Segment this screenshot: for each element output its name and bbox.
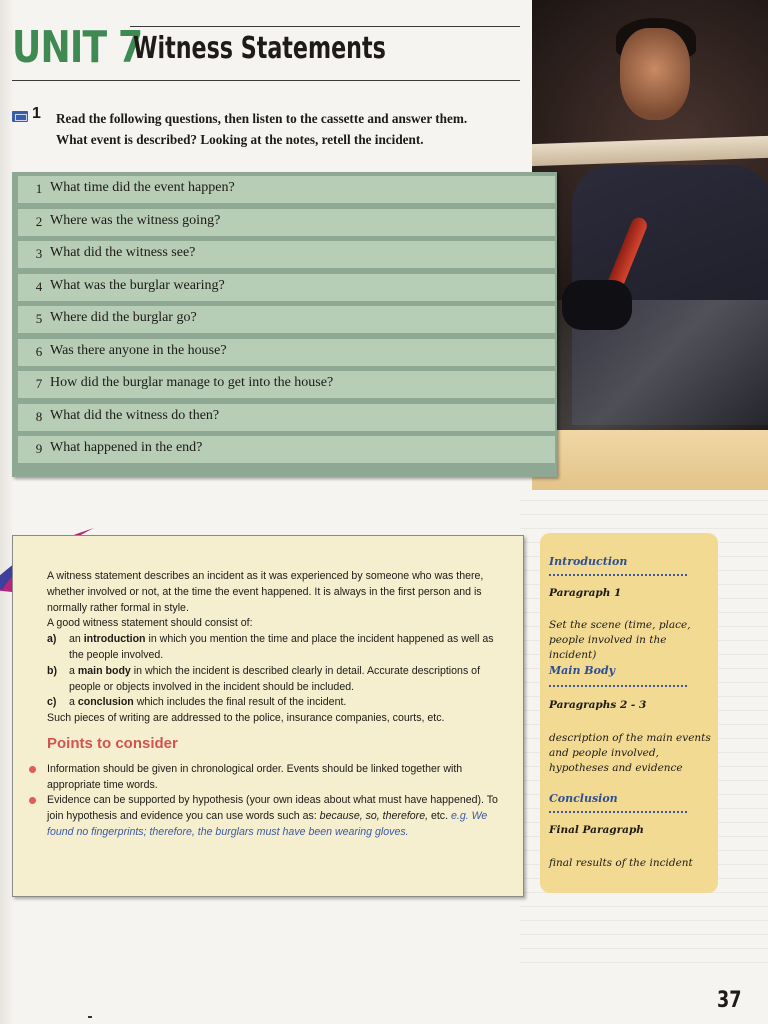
question-text: What happened in the end? (50, 440, 203, 455)
plan-divider (549, 574, 687, 576)
bullet-icon (29, 797, 36, 804)
plan-body-paragraph: Paragraphs 2 - 3 (549, 699, 647, 711)
question-row (18, 371, 555, 398)
question-row (18, 176, 555, 203)
list-item (47, 695, 507, 711)
point-text: Evidence can be supported by hypothesis (your own ideas about what must have happened). To join hypothesis and evidence you can use words such as: (47, 794, 498, 823)
linking-words: because, so, therefore, (319, 810, 429, 823)
page-title: Witness Statements (133, 31, 386, 66)
exercise-number: 1 (32, 105, 41, 122)
unit-label: UNIT 7 (12, 22, 143, 73)
list-pre: a (69, 664, 78, 677)
list-key: a) (47, 633, 57, 646)
question-number: 8 (35, 408, 43, 424)
theory-box (12, 535, 524, 897)
question-text: Where did the burglar go? (50, 310, 197, 325)
window-sill (532, 430, 768, 490)
list-post: in which the incident is described clearly in detail. Accurate descriptions of people or objects involved in the incident should be included. (69, 664, 481, 693)
question-row (18, 274, 555, 301)
question-text: What did the witness do then? (50, 407, 220, 423)
burglar-photo (532, 0, 768, 490)
question-text: Was there anyone in the house? (50, 342, 227, 358)
theory-intro: A witness statement describes an incident as it was experienced by someone who was there, whether involved or not, at the time the event happened. It is always in the first person and is normally rather formal in style. (47, 570, 484, 614)
question-row (18, 339, 555, 366)
list-text (69, 632, 507, 664)
cassette-icon (12, 111, 28, 122)
exercise-line-1: Read the following questions, then listen to the cassette and answer them. (56, 111, 468, 126)
list-item (47, 664, 507, 696)
question-text: What time did the event happen? (50, 180, 235, 195)
list-term: main body (77, 664, 131, 677)
page-number: 37 (717, 988, 742, 1013)
question-text: Where was the witness going? (50, 212, 221, 228)
plan-intro-desc: Set the scene (time, place, people involved in the incident) (549, 619, 691, 661)
list-pre: a (69, 696, 78, 709)
list-post: in which you mention the time and place the incident happened as well as the people involved. (69, 633, 494, 661)
window-frame (532, 136, 768, 166)
question-number: 1 (35, 181, 43, 196)
point-text: Information should be given in chronological order. Events should be linked together with appropriate time words. (47, 762, 463, 791)
plan-divider (549, 811, 687, 813)
list-key: c) (47, 696, 57, 709)
plan-conclusion-desc: final results of the incident (549, 857, 693, 869)
questions-box (12, 172, 557, 477)
question-number: 9 (35, 441, 43, 456)
plan-intro-heading: Introduction (549, 555, 628, 568)
theory-addressed: Such pieces of writing are addressed to the police, insurance companies, courts, etc. (47, 712, 445, 725)
burglar-face (620, 28, 690, 120)
list-pre: an (69, 633, 84, 646)
plan-conclusion-paragraph: Final Paragraph (549, 824, 644, 836)
list-term: introduction (83, 633, 146, 646)
question-number: 2 (35, 213, 43, 229)
question-row (18, 436, 555, 463)
writing-plan (540, 533, 718, 893)
point-item (29, 762, 507, 794)
plan-divider (549, 685, 687, 687)
gloved-hand (562, 280, 632, 330)
plan-body-desc: description of the main events and people involved, hypotheses and evidence (549, 732, 711, 774)
question-text: What was the burglar wearing? (50, 277, 225, 293)
theory-content (47, 569, 507, 841)
list-text (69, 664, 507, 696)
point-item (29, 793, 507, 840)
question-number: 6 (35, 343, 43, 359)
points-heading: Points to consider (47, 734, 178, 752)
header-rule-bottom (12, 80, 520, 81)
list-text (69, 695, 346, 711)
question-row (18, 241, 555, 268)
question-row (18, 209, 555, 236)
footer-mark (88, 1016, 92, 1018)
question-text: What did the witness see? (50, 245, 196, 260)
theory-consist: A good witness statement should consist of: (47, 617, 253, 630)
exercise-instructions (56, 108, 526, 150)
question-number: 5 (35, 311, 43, 326)
question-number: 4 (35, 278, 43, 294)
example-sentence: e.g. We found no fingerprints; therefore, the burglars must have been wearing gloves. (47, 810, 488, 838)
bullet-icon (29, 766, 36, 773)
list-item (47, 632, 507, 664)
question-number: 3 (35, 246, 43, 261)
question-number: 7 (35, 376, 43, 391)
list-key: b) (47, 664, 57, 677)
plan-intro-paragraph: Paragraph 1 (549, 587, 622, 599)
point-body (47, 793, 507, 840)
list-term: conclusion (77, 696, 134, 709)
header-rule-top (130, 26, 520, 27)
plan-conclusion-heading: Conclusion (549, 792, 618, 805)
point-etc: etc. (428, 810, 451, 823)
question-row (18, 306, 555, 333)
question-text: How did the burglar manage to get into the house? (50, 375, 334, 390)
list-post: which includes the final result of the incident. (133, 696, 347, 709)
plan-body-heading: Main Body (549, 664, 616, 677)
exercise-line-2: What event is described? Looking at the notes, retell the incident. (56, 132, 424, 147)
question-row (18, 404, 555, 431)
